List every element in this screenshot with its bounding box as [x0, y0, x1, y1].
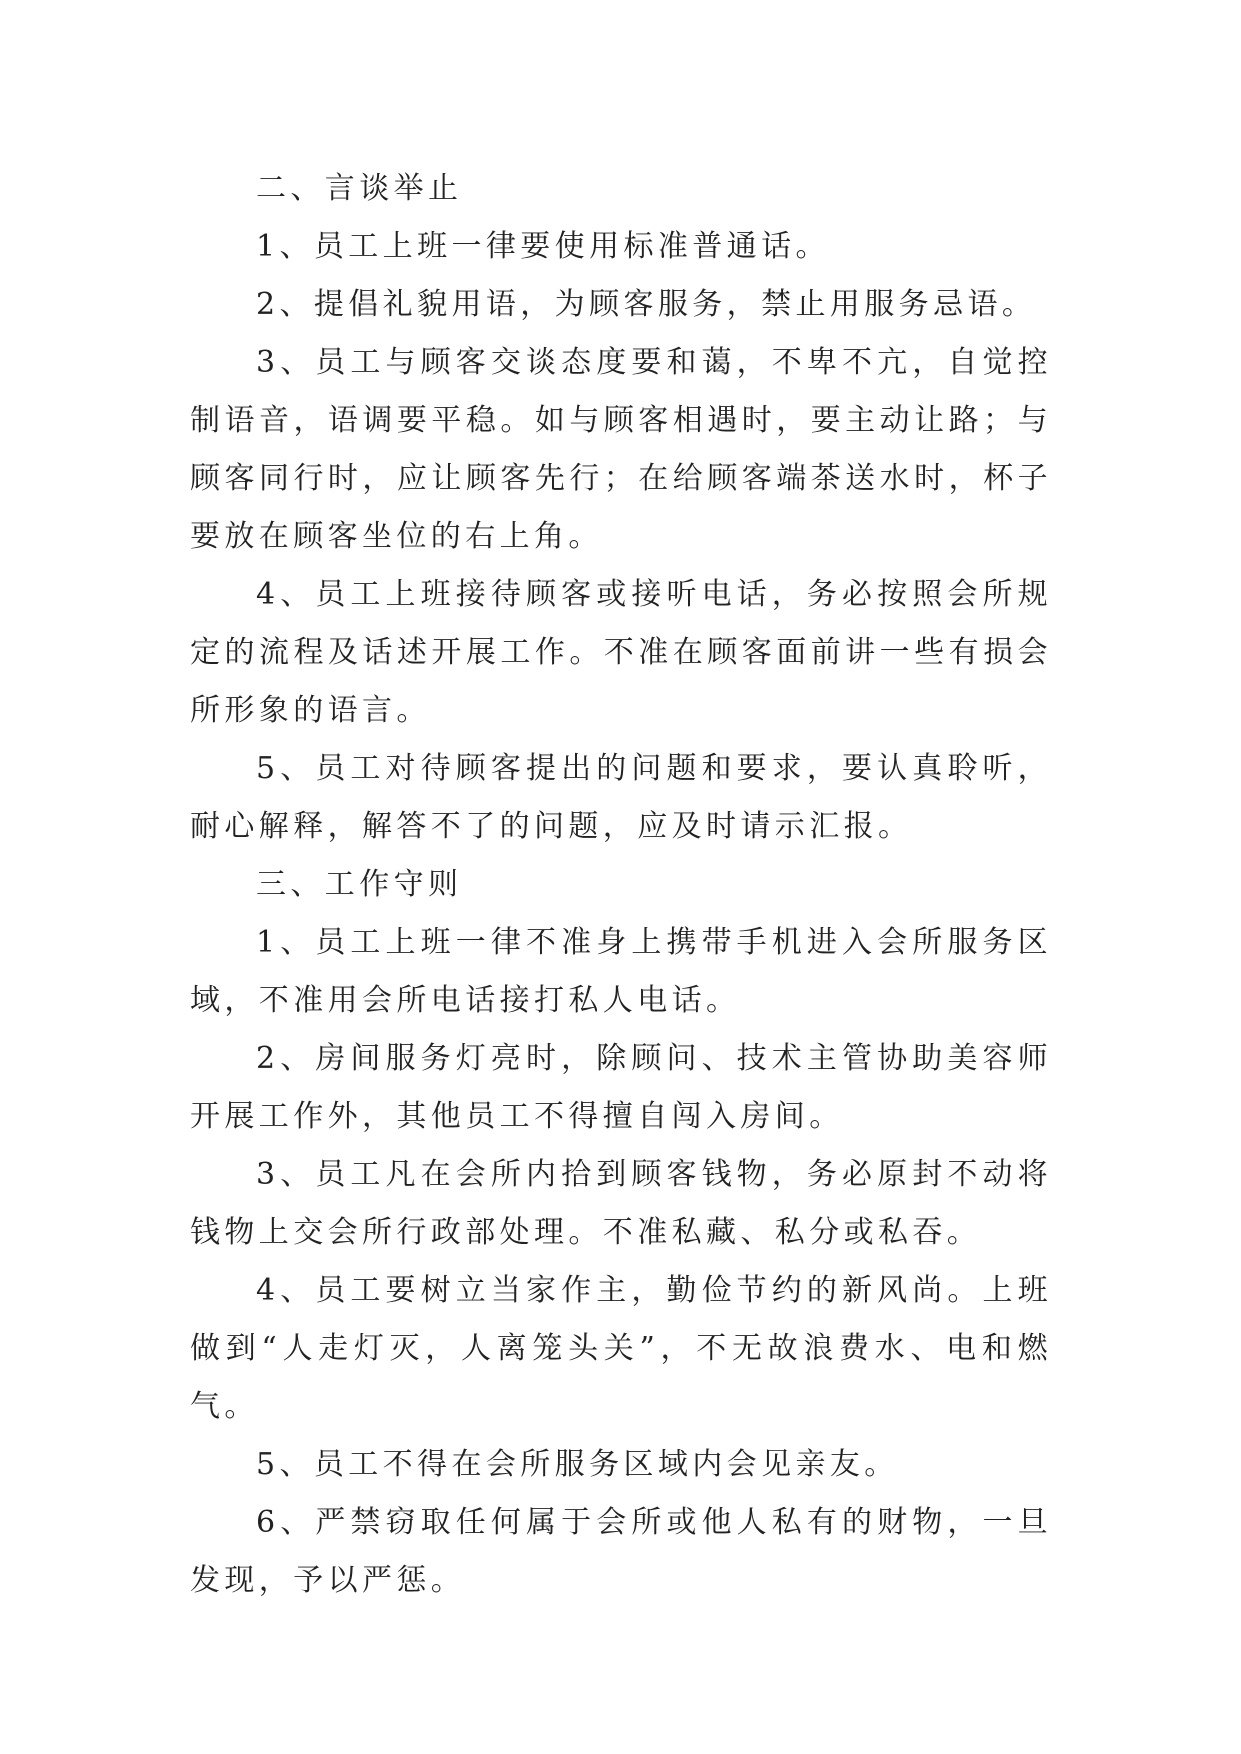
paragraph-rules-3: 3、员工凡在会所内拾到顾客钱物，务必原封不动将钱物上交会所行政部处理。不准私藏、私分或私吞。	[190, 1157, 1052, 1250]
document-body	[190, 160, 1052, 1610]
paragraph-speech-5: 5、员工对待顾客提出的问题和要求，要认真聆听，耐心解释，解答不了的问题，应及时请示汇报。	[190, 751, 1052, 844]
paragraph-rules-4: 4、员工要树立当家作主，勤俭节约的新风尚。上班做到“人走灯灭，人离笼头关”，不无故浪费水、电和燃气。	[190, 1273, 1052, 1424]
paragraph-rules-6: 6、严禁窃取任何属于会所或他人私有的财物，一旦发现，予以严惩。	[190, 1505, 1052, 1598]
paragraph-speech-4: 4、员工上班接待顾客或接听电话，务必按照会所规定的流程及话述开展工作。不准在顾客面前讲一些有损会所形象的语言。	[190, 577, 1052, 728]
paragraph-rules-2: 2、房间服务灯亮时，除顾问、技术主管协助美容师开展工作外，其他员工不得擅自闯入房间。	[190, 1041, 1052, 1134]
section-heading-speech-conduct: 二、言谈举止	[256, 171, 463, 206]
paragraph-rules-1: 1、员工上班一律不准身上携带手机进入会所服务区域，不准用会所电话接打私人电话。	[190, 925, 1052, 1018]
paragraph-speech-3: 3、员工与顾客交谈态度要和蔼，不卑不亢，自觉控制语音，语调要平稳。如与顾客相遇时，要主动让路；与顾客同行时，应让顾客先行；在给顾客端茶送水时，杯子要放在顾客坐位的右上角。	[190, 345, 1052, 554]
section-heading-work-rules: 三、工作守则	[256, 867, 463, 902]
paragraph-speech-2: 2、提倡礼貌用语，为顾客服务，禁止用服务忌语。	[256, 287, 1037, 322]
paragraph-rules-5: 5、员工不得在会所服务区域内会见亲友。	[256, 1447, 899, 1482]
paragraph-speech-1: 1、员工上班一律要使用标准普通话。	[256, 229, 830, 264]
